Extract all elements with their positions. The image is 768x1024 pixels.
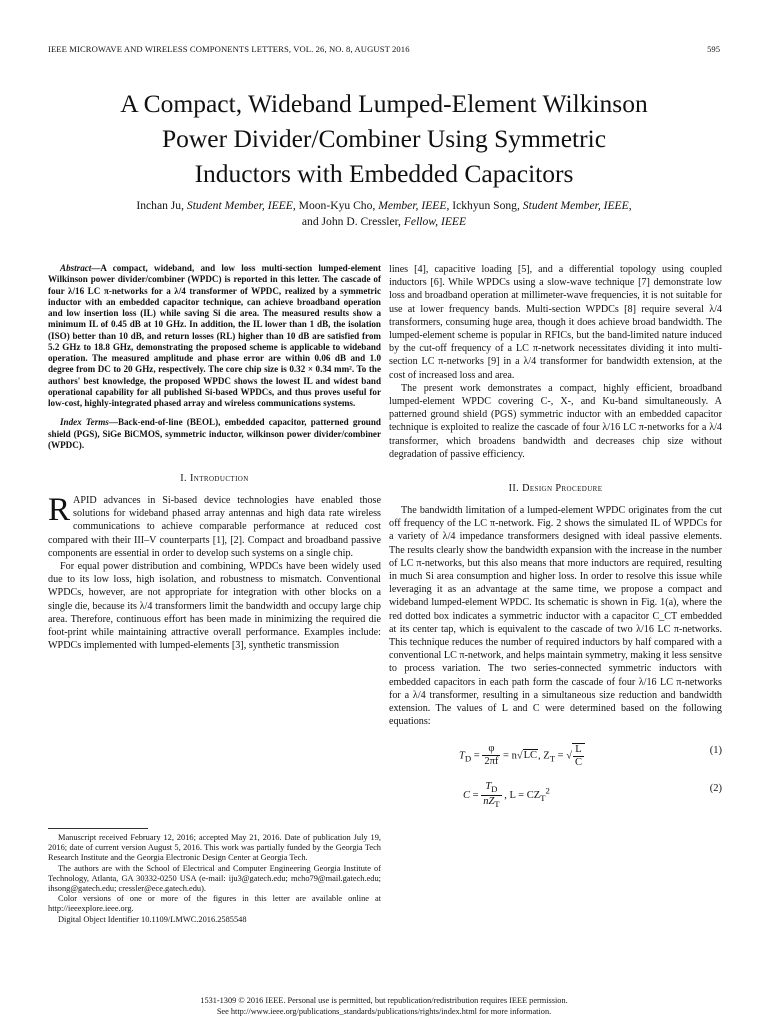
index-terms xyxy=(48,417,381,451)
page-number: 595 xyxy=(707,44,720,54)
eq2-den-wrap xyxy=(481,795,501,810)
title-line-3: Inductors with Embedded Capacitors xyxy=(194,159,574,188)
intro-paragraph-1 xyxy=(48,494,381,560)
intro-continuation: lines [4], capacitive loading [5], and a differential topology using coupled inductors [6]. While WPDCs using a slow-wave technique [7] demonstrate low loss and broadband operation at millimeter-wave frequencies, it is not suitable for use at lower frequency bands. Multi-section WPDCs [8] require several λ/4 transformers, consuming huge area, though it does achieve broad bandwidth. The lumped-element scheme is popular in RFICs, but the band-limited nature induced by the cut-off frequency of a LC π-network necessitates dividing it into multi-section LC π-networks [9] in a λ/4 transformer for bandwidth extension, at the cost of increased loss and area. xyxy=(389,264,722,381)
eq1-sqrt-fraction xyxy=(572,743,585,769)
section-2-heading xyxy=(389,483,722,494)
author-line-2 xyxy=(40,214,728,230)
author-3-tail: , xyxy=(628,199,632,212)
eq2-fraction xyxy=(481,781,501,810)
eq2-tail: , L = CZ xyxy=(504,789,541,801)
title-line-2: Power Divider/Combiner Using Symmetric xyxy=(161,124,607,153)
section-1-heading xyxy=(48,473,381,484)
eq2-lhs: C xyxy=(463,789,471,801)
eq2-num-wrap xyxy=(481,781,501,795)
paper-title xyxy=(40,86,728,191)
eq1-sqrt-den: C xyxy=(574,756,582,768)
eq1-equals: = xyxy=(473,749,480,761)
eq2-equals: = xyxy=(472,789,479,801)
intro-paragraph-2: For equal power distribution and combining, WPDCs have been widely used due to its low loss, high isolation, and robustness to mismatch. Conventional WPDCs, however, are not appropriate for integration with other blocks on a single die, because its λ/4 transformers limit the bandwidth and occupy large chip area. Therefore, continuous effort has been made in minimizing the required die foot-print while maintaining attractive overall performance. Examples include: WPDCs implemented with lumped-elements [3], synthetic transmission xyxy=(48,561,381,652)
intro-p1-text: advances in Si-based device technologies have enabled those solutions for wideband phased array antennas and high data rate wireless communications to achieve comparable performance at reduced cost compared with their III–V counterparts [1], [2]. Compact and broadband passive components are essential in order to develop such systems on a single chip. xyxy=(48,495,381,559)
copyright-notice xyxy=(40,996,728,1017)
footnote-doi: Digital Object Identifier 10.1109/LMWC.2016.2585548 xyxy=(58,914,247,924)
equation-1 xyxy=(389,737,722,769)
author-2-name: , Moon-Kyu Cho, xyxy=(292,199,376,212)
footnote-color: Color versions of one or more of the figures in this letter are available online at http://ieeexplore.ieee.org. xyxy=(48,894,381,914)
author-list xyxy=(40,198,728,230)
footnote-affiliation: The authors are with the School of Electrical and Computer Engineering Georgia Institute of Technology, Atlanta, GA 30332-0250 USA (e-mail: iju3@gatech.edu; mcho79@mail.gatech.edu; ihsong@gatech.edu; cressler@ece.gatech.edu). xyxy=(48,863,381,894)
index-terms-label: Index Terms xyxy=(60,417,109,428)
eq1-sqrt-num: L xyxy=(575,743,582,755)
abstract xyxy=(48,263,381,409)
equation-2 xyxy=(389,775,722,807)
abstract-label: Abstract xyxy=(60,263,92,273)
eq1-equals-2: = xyxy=(557,749,564,761)
copyright-line-2: See http://www.ieee.org/publications_standards/publications/rights/index.html for more information. xyxy=(216,1006,552,1016)
eq2-den: nZ xyxy=(483,795,495,807)
equation-2-number: (2) xyxy=(709,782,722,794)
section-1-title: Introduction xyxy=(189,473,249,484)
footnotes xyxy=(48,828,381,925)
drop-cap: R xyxy=(48,492,71,528)
author-line-1 xyxy=(40,198,728,214)
design-paragraph-1: The bandwidth limitation of a lumped-element WPDC originates from the cut off frequency of the LC π-network. Fig. 2 shows the simulated IL of WPDCs for a variety of λ/4 impedance transformers designed with ideal passive elements. The results clearly show the bandwidth expansion with the increase in the number of LC π-networks, but this also means that more inductors are required, resulting in much Si area consumption and higher loss. In order to resolve this issue while leveraging it as an advantage at the same time, we propose a compact and wideband lumped-element WPDC. Its schematic is shown in Fig. 1(a), where the red dotted box indicates a symmetric inductor with a capacitor C_CT embedded at its center tap, which is equivalent to the cascade of two λ/16 LC π-networks. This technique reduces the number of required inductors by half compared with a conventional LC π-network, and helps maintain symmetry, making it less sensitve to process variation. The two series-connected symmetric inductors with embedded capacitors in each path form the cascade of four λ/16 LC π-networks for a λ/4 transformer, resulting in a simultaneous size reduction and bandwidth extension. The values of L and C were determined based on the following equations: xyxy=(389,505,722,728)
author-1-role: Student Member, IEEE xyxy=(186,199,293,212)
eq1-sep: , Z xyxy=(538,749,550,761)
journal-header: IEEE MICROWAVE AND WIRELESS COMPONENTS LETTERS, VOL. 26, NO. 8, AUGUST 2016 xyxy=(48,44,410,54)
eq1-lhs: T xyxy=(459,749,465,761)
section-1-number: I. xyxy=(180,473,188,484)
title-line-1: A Compact, Wideband Lumped-Element Wilkinson xyxy=(120,89,648,118)
eq2-tail-sup: 2 xyxy=(545,785,550,795)
left-column xyxy=(48,263,381,652)
eq2-num: T xyxy=(485,780,492,792)
section-2-title: Design Procedure xyxy=(522,483,603,495)
eq1-den: 2πf xyxy=(484,756,499,767)
footnote-rule xyxy=(48,828,148,829)
intro-present-work: The present work demonstrates a compact, highly efficient, broadband lumped-element WPDC covering C-, X-, and Ku-band simultaneously. A patterned ground shield (PGS) symmetric inductor with an embedded capacitor technique is exploited to realize the cascade of four λ/16 LC π-networks for a λ/4 transformer, which broadens bandwidth and decreases chip size without degradation of passive efficiency. xyxy=(389,382,722,460)
equation-2-body xyxy=(463,781,550,810)
footnote-manuscript: Manuscript received February 12, 2016; accepted May 21, 2016. Date of publication July 19, 2016; date of current version August 5, 2016. This work was partially funded by the Georgia Tech Research Institute and the Georgia Electronic Design Center at Georgia Tech. xyxy=(48,833,381,863)
author-2-role: Member, IEEE xyxy=(378,199,447,212)
eq1-fraction xyxy=(482,743,500,768)
eq1-sep-sub: T xyxy=(549,753,556,763)
abstract-text: —A compact, wideband, and low loss multi-section lumped-element Wilkinson power divider/combiner (WPDC) is reported in this letter. The cascade of four λ/16 LC π-networks for a λ/4 transformer of WPDC, realized by a symmetric inductor with an embedded capacitor technique, can achieve broadband operation and low insertion loss (IL) while saving Si die area. The measured results show a minimum IL of 0.45 dB at 10 GHz. In addition, the IL lower than 1 dB, the isolation (ISO) better than 10 dB, and return losses (RL) higher than 10 dB are satisfied from 5.2 GHz to 18.8 GHz, demonstrating the proposed scheme is applicable to wideband operation. The measured amplitude and phase error are within 0.06 dB and 1.0 degree from DC to 20 GHz, respectively. The core chip size is 0.32 × 0.34 mm². To the authors' best knowledge, the proposed WPDC shows the lowest IL and widest band operational capability for all published Si-based WPDCs, and thus proves useful for low-cost, highly-integrated phased array and wireless communications systems. xyxy=(48,263,381,408)
eq1-sqrt: LC xyxy=(523,749,538,761)
index-terms-text: —Back-end-of-line (BEOL), embedded capacitor, patterned ground shield (PGS), SiGe BiCMOS, symmetric inductor, wilkinson power divider/combiner (WPDC). xyxy=(48,417,381,450)
copyright-line-1: 1531-1309 © 2016 IEEE. Personal use is permitted, but republication/redistribution requires IEEE permission. xyxy=(200,996,568,1005)
intro-lead-word: APID xyxy=(73,495,97,506)
eq1-mid: = n xyxy=(503,749,517,761)
author-4-name: and John D. Cressler, xyxy=(301,215,401,228)
eq1-num: φ xyxy=(488,743,495,754)
section-2-number: II. xyxy=(508,483,520,495)
eq2-tail-sub: T xyxy=(540,792,546,803)
eq1-lhs-sub: D xyxy=(464,753,472,763)
eq2-num-sub: D xyxy=(491,783,498,794)
equation-1-number: (1) xyxy=(709,744,722,756)
author-3-name: , Ickhyun Song, xyxy=(446,199,520,212)
author-1-name: Inchan Ju, xyxy=(136,199,184,212)
right-column xyxy=(389,263,722,807)
author-3-role: Student Member, IEEE xyxy=(522,199,629,212)
eq2-den-sub: T xyxy=(494,798,500,809)
equation-1-body: $T_D$ = $\frac{\varphi}{2\pi f}$ = n√LC, $Z_T$ = √ $\frac{L}{C}$ xyxy=(459,743,585,769)
author-4-role: Fellow, IEEE xyxy=(403,215,467,228)
